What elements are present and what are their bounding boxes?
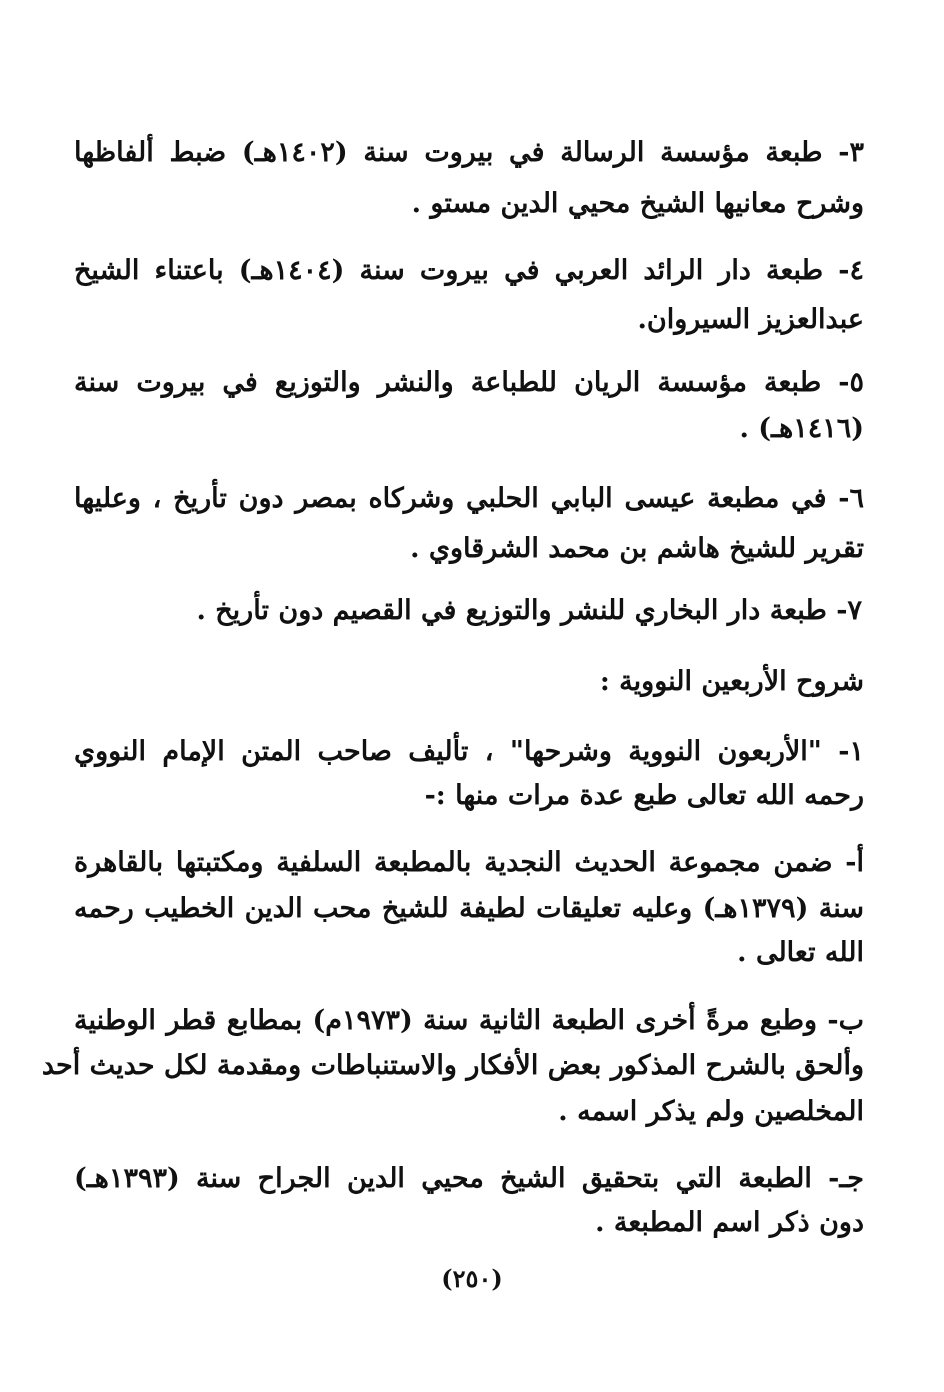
entry-6-line-2: تقرير للشيخ هاشم بن محمد الشرقاوي . xyxy=(410,533,864,564)
item-c-line-1: جـ- الطبعة التي بتحقيق الشيخ محيي الدين الجراح سنة (١٣٩٣هـ) xyxy=(74,1163,864,1194)
item-b-line-3: المخلصين ولم يذكر اسمه . xyxy=(558,1096,864,1127)
item-b-line-1: ب- وطبع مرةً أخرى الطبعة الثانية سنة (١٩٧٣م) بمطابع قطر الوطنية xyxy=(74,1005,865,1036)
section-heading: شروح الأربعين النووية : xyxy=(599,666,864,697)
entry-7-line-1: ٧- طبعة دار البخاري للنشر والتوزيع في القصيم دون تأريخ . xyxy=(196,595,862,626)
entry-6-line-1: ٦- في مطبعة عيسى البابي الحلبي وشركاه بمصر دون تأريخ ، وعليها xyxy=(74,483,864,514)
entry-4-line-2: عبدالعزيز السيروان. xyxy=(637,304,864,335)
entry-4-line-1: ٤- طبعة دار الرائد العربي في بيروت سنة (١٤٠٤هـ) باعتناء الشيخ xyxy=(74,255,864,286)
item-a-line-3: الله تعالى . xyxy=(737,937,864,968)
entry-3-line-1: ٣- طبعة مؤسسة الرسالة في بيروت سنة (١٤٠٢هـ) ضبط ألفاظها xyxy=(74,137,864,168)
item-c-line-2: دون ذكر اسم المطبعة . xyxy=(595,1207,864,1238)
entry-3-line-2: وشرح معانيها الشيخ محيي الدين مستو . xyxy=(411,188,864,219)
entry-5-line-2: (١٤١٦هـ) . xyxy=(739,413,864,444)
item-b-line-2: وألحق بالشرح المذكور بعض الأفكار والاستنباطات ومقدمة لكل حديث أحد xyxy=(41,1050,864,1081)
item-a-line-2: سنة (١٣٧٩هـ) وعليه تعليقات لطيفة للشيخ محب الدين الخطيب رحمه xyxy=(74,893,865,924)
commentary-1-line-1: ١- "الأربعون النووية وشرحها" ، تأليف صاحب المتن الإمام النووي xyxy=(74,736,864,767)
commentary-1-line-2: رحمه الله تعالى طبع عدة مرات منها :- xyxy=(424,780,864,811)
item-a-line-1: أ- ضمن مجموعة الحديث النجدية بالمطبعة السلفية ومكتبتها بالقاهرة xyxy=(74,847,864,878)
page-number: (٢٥٠) xyxy=(441,1264,503,1293)
entry-5-line-1: ٥- طبعة مؤسسة الريان للطباعة والنشر والتوزيع في بيروت سنة xyxy=(74,367,864,398)
